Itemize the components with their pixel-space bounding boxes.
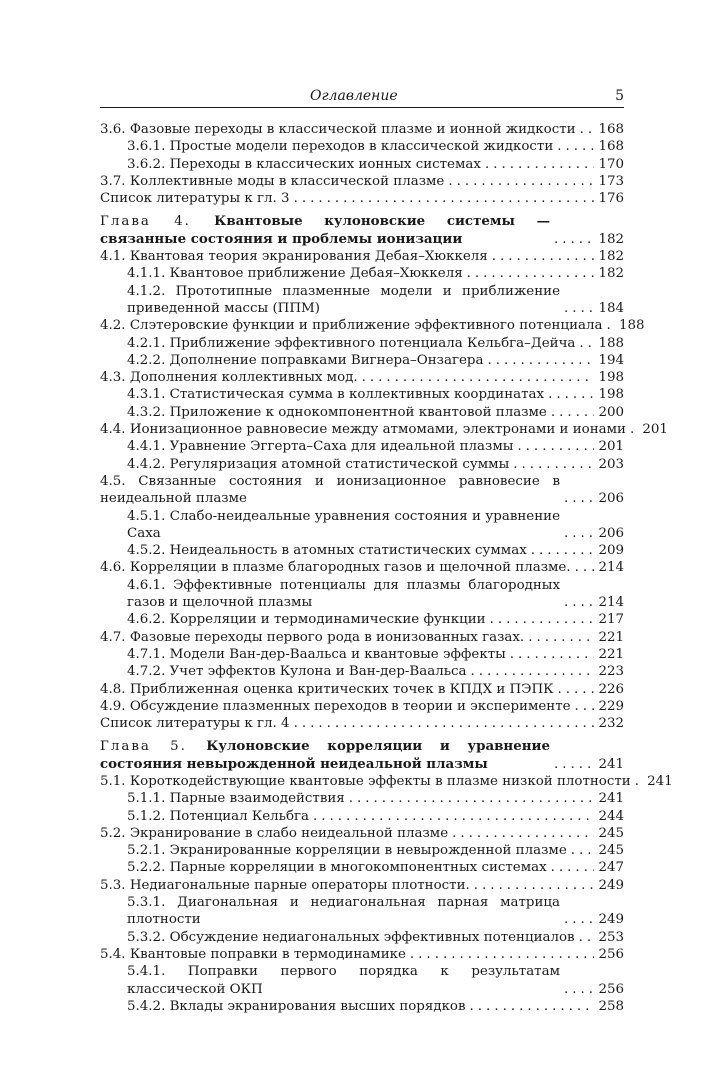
- toc-entry[interactable]: [100, 842, 624, 859]
- leader-dots: [517, 438, 594, 455]
- section-number: 3.6.: [100, 122, 130, 137]
- toc-entry-page: 217: [598, 612, 624, 628]
- toc-entry-title: [100, 773, 631, 790]
- leader-dots: [564, 981, 594, 998]
- section-number: 4.5.: [100, 473, 139, 489]
- toc-entry-title: [100, 559, 571, 576]
- section-title: Прототипные плазменные модели и приближение приведенной массы (ППМ): [127, 283, 560, 316]
- section-title: Корреляции и термодинамические функции: [169, 612, 486, 628]
- toc-entry[interactable]: [100, 825, 624, 842]
- toc-entry[interactable]: [100, 663, 624, 680]
- toc-entry-title: [127, 663, 467, 680]
- toc-chapter-entry[interactable]: [100, 213, 624, 248]
- section-number: 3.6.1.: [127, 139, 170, 155]
- toc-entry[interactable]: [100, 577, 624, 612]
- toc-entry-title: [100, 715, 290, 732]
- toc-entry-title: [100, 946, 406, 963]
- toc-entry-title: [127, 646, 506, 663]
- leader-dots: [564, 911, 594, 928]
- toc-entry-page: 194: [598, 352, 624, 368]
- section-number: 4.4.: [100, 422, 130, 438]
- toc-entry[interactable]: [100, 438, 624, 455]
- toc-entry-title: [127, 404, 547, 421]
- section-number: 4.2.1.: [127, 335, 170, 351]
- toc-entry-title: [100, 213, 550, 248]
- section-title: Экранирование в слабо неидеальной плазме: [129, 825, 449, 841]
- toc-entry-page: 241: [598, 756, 624, 772]
- toc-entry-title: [127, 808, 309, 825]
- toc-entry-title: [100, 421, 626, 438]
- section-title: Статистическая сумма в коллективных координатах: [169, 387, 545, 403]
- leader-dots: [564, 490, 594, 507]
- section-number: 5.1.: [100, 773, 130, 789]
- toc-entry[interactable]: [100, 473, 624, 508]
- toc-entry-page: 226: [598, 681, 624, 697]
- section-title: Приближенная оценка критических точек в КПДХ и ПЭПК: [129, 681, 554, 697]
- section-title: Корреляции в плазме благородных газов и щелочной плазме.: [129, 560, 571, 576]
- toc-entry-title: [100, 681, 554, 698]
- toc-entry-page: 200: [598, 404, 624, 420]
- section-number: 4.1.2.: [127, 283, 176, 299]
- toc-entry-page: 184: [598, 300, 624, 316]
- toc-entry-page: 203: [598, 456, 624, 472]
- section-number: 4.1.1.: [127, 266, 170, 282]
- section-number: 4.6.: [100, 560, 130, 576]
- header-title: Оглавление: [310, 88, 398, 104]
- section-number: 5.4.2.: [127, 998, 170, 1014]
- toc-entry-title: [127, 156, 481, 173]
- section-title: Список литературы к гл. 3: [100, 191, 290, 207]
- toc-entry-title: [100, 248, 488, 265]
- section-title: Парные корреляции в многокомпонентных системах: [169, 860, 547, 876]
- toc-entry[interactable]: [100, 946, 624, 963]
- section-number: 4.6.2.: [127, 612, 170, 628]
- toc-entry[interactable]: [100, 773, 673, 790]
- toc-entry[interactable]: [100, 456, 624, 473]
- chapter-label: Глава 5.: [100, 739, 207, 755]
- toc-entry-page: 214: [598, 595, 624, 611]
- section-number: 4.2.2.: [127, 352, 170, 368]
- toc-entry[interactable]: [100, 421, 668, 438]
- leader-dots: [490, 611, 594, 628]
- leader-dots: [635, 773, 643, 790]
- leader-dots: [474, 877, 594, 894]
- section-number: 4.3.1.: [127, 387, 170, 403]
- toc-entry-title: [127, 542, 527, 559]
- section-title: Квантовые поправки в термодинамике: [129, 946, 406, 962]
- toc-entry[interactable]: [100, 877, 624, 894]
- toc-entry-title: [127, 859, 547, 876]
- toc-entry-title: [127, 611, 486, 628]
- toc-entry-title: [100, 121, 576, 138]
- leader-dots: [362, 369, 594, 386]
- toc-entry-page: 188: [598, 335, 624, 351]
- toc-entry-title: [127, 386, 544, 403]
- table-of-contents: [100, 121, 673, 1015]
- section-number: 3.6.2.: [127, 156, 170, 172]
- section-title: Ионизационное равновесие между атмомами, электронами и ионами: [129, 422, 626, 438]
- leader-dots: [580, 121, 594, 138]
- toc-entry-page: 253: [598, 929, 624, 945]
- leader-dots: [528, 629, 594, 646]
- section-number: 4.3.2.: [127, 404, 170, 420]
- section-title: Обсуждение плазменных переходов в теории и эксперименте: [129, 698, 571, 714]
- toc-entry-page: 209: [598, 543, 624, 559]
- toc-entry-page: 229: [598, 698, 624, 714]
- toc-entry-page: 182: [598, 266, 624, 282]
- section-number: 4.5.2.: [127, 543, 170, 559]
- section-title: Слабо-неидеальные уравнения состояния и уравнение Саха: [127, 508, 560, 541]
- toc-entry-title: [127, 963, 560, 998]
- toc-entry[interactable]: [100, 681, 624, 698]
- toc-entry-page: 241: [647, 773, 673, 789]
- section-number: 4.4.1.: [127, 439, 170, 455]
- toc-entry-page: 221: [598, 646, 624, 662]
- leader-dots: [554, 231, 594, 248]
- toc-entry-title: [100, 317, 603, 334]
- section-title: Уравнение Эггерта–Саха для идеальной плазмы: [169, 439, 514, 455]
- section-number: 4.3.: [100, 370, 130, 386]
- toc-entry-title: [127, 998, 466, 1015]
- running-header: [100, 88, 624, 108]
- section-title: Фазовые переходы в классической плазме и ионной жидкости: [129, 122, 576, 137]
- section-title: Экранированные корреляции в невырожденной плазме: [169, 843, 567, 859]
- section-number: 4.7.: [100, 629, 130, 645]
- leader-dots: [557, 138, 594, 155]
- leader-dots: [470, 998, 594, 1015]
- toc-chapter-entry[interactable]: [100, 738, 624, 773]
- leader-dots: [564, 525, 594, 542]
- toc-entry-title: [127, 352, 483, 369]
- toc-entry-page: 258: [598, 998, 624, 1014]
- leader-dots: [564, 594, 594, 611]
- section-title: Потенциал Кельбга: [169, 808, 310, 824]
- leader-dots: [448, 173, 594, 190]
- toc-entry[interactable]: [100, 369, 624, 386]
- section-number: 4.7.2.: [127, 664, 170, 680]
- toc-entry-title: [127, 456, 509, 473]
- toc-entry[interactable]: [100, 173, 624, 190]
- toc-entry-title: [100, 190, 290, 207]
- toc-entry-title: [100, 369, 358, 386]
- section-title: Эффективные потенциалы для плазмы благородных газов и щелочной плазмы: [127, 577, 561, 611]
- section-title: Коллективные моды в классической плазме: [129, 173, 445, 189]
- toc-entry-page: 206: [598, 491, 624, 507]
- leader-dots: [467, 265, 594, 282]
- toc-entry[interactable]: [100, 963, 624, 998]
- toc-entry-page: 168: [598, 122, 624, 137]
- toc-entry-title: [100, 629, 524, 646]
- leader-dots: [607, 317, 615, 334]
- section-title: Квантовое приближение Дебая–Хюккеля: [169, 266, 463, 282]
- toc-entry[interactable]: [100, 698, 624, 715]
- section-title: Поправки первого порядка к результатам классической ОКП: [127, 964, 560, 997]
- toc-entry[interactable]: [100, 283, 624, 318]
- toc-entry-page: 201: [642, 422, 668, 438]
- toc-entry[interactable]: [100, 998, 624, 1015]
- leader-dots: [575, 698, 594, 715]
- toc-entry-page: 223: [598, 664, 624, 680]
- section-number: 4.1.: [100, 249, 130, 265]
- section-number: 4.7.1.: [127, 646, 170, 662]
- section-title: Список литературы к гл. 4: [100, 716, 290, 732]
- toc-entry-title: [127, 283, 560, 318]
- toc-entry-page: 182: [598, 231, 624, 247]
- toc-entry-title: [127, 138, 553, 155]
- leader-dots: [487, 352, 594, 369]
- section-title: Приближение эффективного потенциала Кельбга–Дейча: [169, 335, 576, 351]
- leader-dots: [513, 456, 594, 473]
- leader-dots: [579, 929, 594, 946]
- section-number: 5.3.: [100, 877, 130, 893]
- section-title: Слэтеровские функции и приближение эффективного потенциала: [129, 318, 603, 334]
- toc-entry-title: [127, 438, 513, 455]
- toc-entry-title: [127, 508, 560, 543]
- toc-entry-page: 221: [598, 629, 624, 645]
- section-number: 5.1.1.: [127, 791, 170, 807]
- toc-entry[interactable]: [100, 138, 624, 155]
- section-title: Учет эффектов Кулона и Ван-дер-Ваальса: [169, 664, 467, 680]
- toc-entry-page: 168: [598, 139, 624, 155]
- toc-entry-page: 256: [598, 981, 624, 997]
- toc-entry-title: [100, 738, 550, 773]
- toc-entry-title: [100, 473, 560, 508]
- toc-entry-title: [127, 842, 567, 859]
- section-title: Недиагональные парные операторы плотности.: [129, 877, 470, 893]
- section-number: 5.1.2.: [127, 808, 170, 824]
- section-number: 5.4.1.: [127, 964, 188, 980]
- section-number: 4.6.1.: [127, 577, 174, 593]
- section-number: 4.2.: [100, 318, 130, 334]
- toc-entry-page: 206: [598, 525, 624, 541]
- toc-entry[interactable]: [100, 715, 624, 732]
- toc-entry-page: 170: [598, 156, 624, 172]
- section-title: Неидеальность в атомных статистических суммах: [169, 543, 527, 559]
- toc-entry[interactable]: [100, 121, 624, 138]
- leader-dots: [630, 421, 638, 438]
- toc-entry-page: 232: [598, 716, 624, 732]
- toc-entry-title: [100, 173, 444, 190]
- toc-entry-page: 249: [598, 912, 624, 928]
- toc-entry[interactable]: [100, 317, 645, 334]
- section-title: Переходы в классических ионных системах: [169, 156, 481, 172]
- leader-dots: [551, 859, 594, 876]
- leader-dots: [510, 646, 594, 663]
- toc-entry-page: 182: [598, 249, 624, 265]
- toc-entry-page: 214: [598, 560, 624, 576]
- toc-entry-page: 247: [598, 860, 624, 876]
- section-title: Дополнения коллективных мод.: [129, 370, 358, 386]
- section-number: 5.2.: [100, 825, 130, 841]
- toc-entry-title: [100, 877, 470, 894]
- toc-entry-page: 201: [598, 439, 624, 455]
- toc-entry-title: [127, 335, 575, 352]
- leader-dots: [492, 248, 594, 265]
- section-title: Простые модели переходов в классической жидкости: [169, 139, 554, 155]
- toc-entry[interactable]: [100, 629, 624, 646]
- toc-page: [100, 88, 673, 1015]
- toc-entry-page: 198: [598, 370, 624, 386]
- toc-entry[interactable]: [100, 386, 624, 403]
- toc-entry[interactable]: [100, 808, 624, 825]
- section-number: 4.5.1.: [127, 508, 170, 524]
- section-title: Регуляризация атомной статистической суммы: [169, 456, 510, 472]
- leader-dots: [410, 946, 594, 963]
- section-number: 5.2.2.: [127, 860, 170, 876]
- leader-dots: [551, 404, 594, 421]
- leader-dots: [564, 300, 594, 317]
- section-number: 4.9.: [100, 698, 130, 714]
- toc-entry[interactable]: [100, 190, 624, 207]
- leader-dots: [294, 190, 594, 207]
- leader-dots: [313, 808, 594, 825]
- chapter-title: Квантовые кулоновские системы — связанные состояния и проблемы ионизации: [100, 213, 550, 247]
- section-title: Вклады экранирования высших порядков: [169, 998, 466, 1014]
- page-number: 5: [615, 88, 624, 104]
- toc-entry[interactable]: [100, 508, 624, 543]
- toc-entry[interactable]: [100, 352, 624, 369]
- leader-dots: [548, 386, 594, 403]
- leader-dots: [575, 559, 594, 576]
- toc-entry[interactable]: [100, 790, 624, 807]
- toc-entry[interactable]: [100, 894, 624, 929]
- toc-entry[interactable]: [100, 611, 624, 628]
- section-title: Диагональная и недиагональная парная матрица плотности: [127, 895, 560, 928]
- toc-entry-page: 173: [598, 173, 624, 189]
- toc-entry-page: 256: [598, 946, 624, 962]
- section-title: Квантовая теория экранирования Дебая–Хюккеля: [129, 249, 488, 265]
- section-number: 5.2.1.: [127, 843, 170, 859]
- section-title: Фазовые переходы первого рода в ионизованных газах.: [129, 629, 525, 645]
- leader-dots: [471, 663, 594, 680]
- leader-dots: [571, 842, 594, 859]
- toc-entry-title: [127, 265, 463, 282]
- section-number: 4.8.: [100, 681, 130, 697]
- toc-entry-page: 245: [598, 843, 624, 859]
- toc-entry[interactable]: [100, 156, 624, 173]
- section-title: Обсуждение недиагональных эффективных потенциалов: [169, 929, 575, 945]
- toc-entry-title: [127, 577, 560, 612]
- leader-dots: [452, 825, 594, 842]
- section-title: Короткодействующие квантовые эффекты в плазме низкой плотности: [129, 773, 631, 789]
- leader-dots: [294, 715, 594, 732]
- leader-dots: [349, 790, 594, 807]
- section-number: 4.4.2.: [127, 456, 170, 472]
- toc-entry-page: 244: [598, 808, 624, 824]
- toc-entry-title: [100, 825, 448, 842]
- leader-dots: [531, 542, 594, 559]
- toc-entry-title: [127, 790, 345, 807]
- section-title: Связанные состояния и ионизационное равновесие в неидеальной плазме: [100, 473, 560, 507]
- toc-entry[interactable]: [100, 646, 624, 663]
- toc-entry-page: 241: [598, 791, 624, 807]
- toc-entry-title: [127, 894, 560, 929]
- leader-dots: [554, 756, 594, 773]
- toc-entry[interactable]: [100, 248, 624, 265]
- section-title: Модели Ван-дер-Ваальса и квантовые эффекты: [169, 646, 506, 662]
- section-number: 3.7.: [100, 173, 130, 189]
- section-title: Дополнение поправками Вигнера–Онзагера: [169, 352, 484, 368]
- toc-entry-page: 245: [598, 825, 624, 841]
- toc-entry[interactable]: [100, 859, 624, 876]
- toc-entry-title: [127, 929, 575, 946]
- toc-entry[interactable]: [100, 335, 624, 352]
- chapter-label: Глава 4.: [100, 214, 215, 230]
- section-title: Парные взаимодействия: [169, 791, 345, 807]
- chapter-title: Кулоновские корреляции и уравнение состояния невырожденной неидеальной плазмы: [100, 738, 550, 772]
- section-title: Приложение к однокомпонентной квантовой плазме: [169, 404, 547, 420]
- toc-entry-title: [100, 698, 571, 715]
- toc-entry-page: 188: [618, 318, 645, 334]
- toc-entry[interactable]: [100, 404, 624, 421]
- toc-entry[interactable]: [100, 542, 624, 559]
- toc-entry[interactable]: [100, 929, 624, 946]
- leader-dots: [558, 681, 594, 698]
- toc-entry-page: 176: [598, 191, 624, 207]
- leader-dots: [485, 156, 594, 173]
- section-number: 5.3.1.: [127, 895, 178, 911]
- leader-dots: [579, 335, 594, 352]
- toc-entry-page: 198: [598, 387, 624, 403]
- toc-entry-page: 249: [598, 877, 624, 893]
- toc-entry[interactable]: [100, 559, 624, 576]
- section-number: 5.4.: [100, 946, 130, 962]
- section-number: 5.3.2.: [127, 929, 170, 945]
- toc-entry[interactable]: [100, 265, 624, 282]
